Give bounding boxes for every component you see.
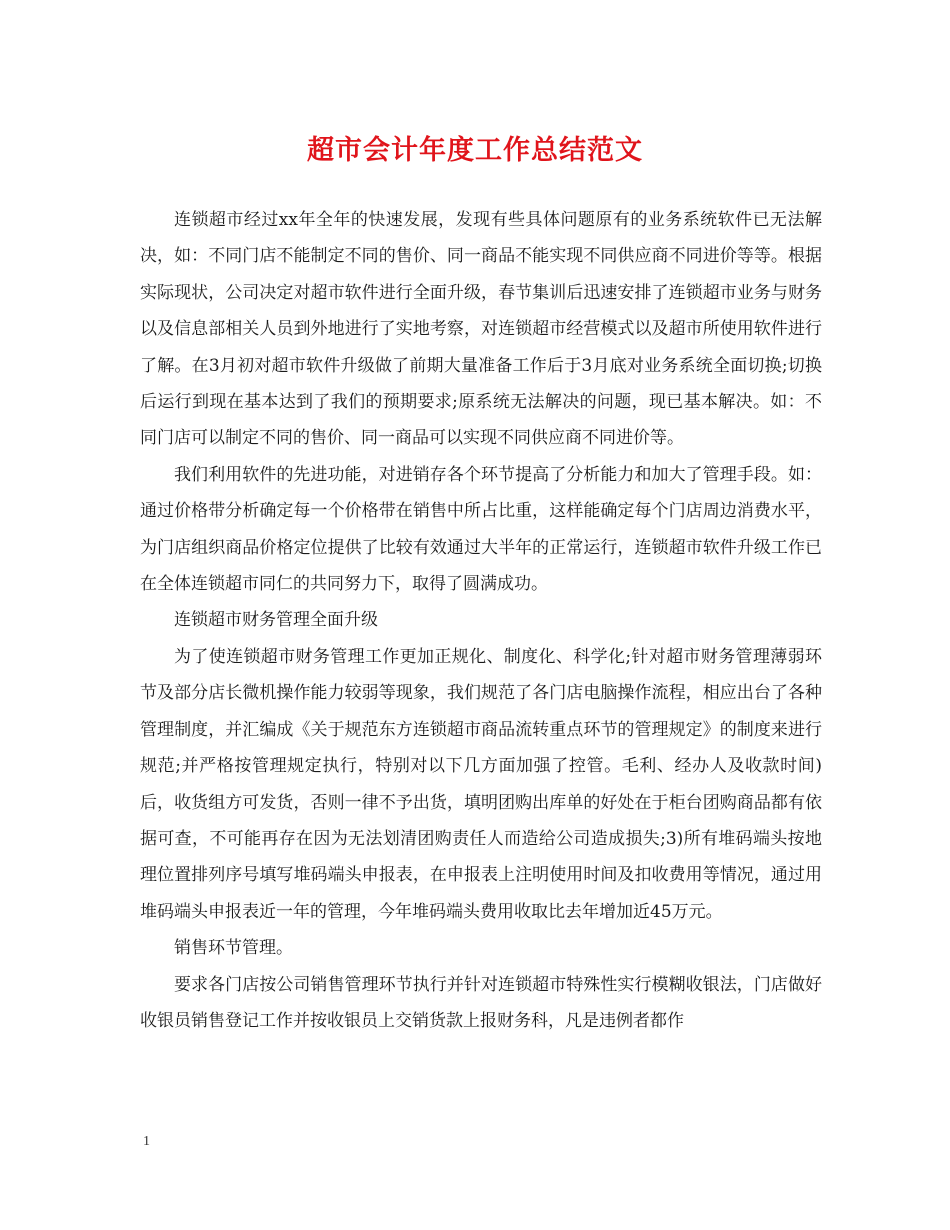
paragraph: 为了使连锁超市财务管理工作更加正规化、制度化、科学化;针对超市财务管理薄弱环节及部分店长微机操作能力较弱等现象，我们规范了各门店电脑操作流程，相应出台了各种管理制度，并汇编成《关于规范东方连锁超市商品流转重点环节的管理规定》的制度来进行规范;并严格按管理规定执行，特别对以下几方面加强了控管。毛利、经办人及收款时间)后，收货组方可发货，否则一律不予出货，填明团购出库单的好处在于柜台团购商品都有依据可查，不可能再存在因为无法划清团购责任人而造给公司造成损失;3)所有堆码端头按地理位置排列序号填写堆码端头申报表，在申报表上注明使用时间及扣收费用等情况，通过用堆码端头申报表近一年的管理，今年堆码端头费用收取比去年增加近45万元。: [140, 646, 822, 922]
section-heading: 连锁超市财务管理全面升级: [174, 610, 378, 631]
paragraph: 连锁超市经过xx年全年的快速发展，发现有些具体问题原有的业务系统软件已无法解决，如：不同门店不能制定不同的售价、同一商品不能实现不同供应商不同进价等等。根据实际现状，公司决定对超市软件进行全面升级，春节集训后迅速安排了连锁超市业务与财务以及信息部相关人员到外地进行了实地考察，对连锁超市经营模式以及超市所使用软件进行了解。在3月初对超市软件升级做了前期大量准备工作后于3月底对业务系统全面切换;切换后运行到现在基本达到了我们的预期要求;原系统无法解决的问题，现已基本解决。如：不同门店可以制定不同的售价、同一商品可以实现不同供应商不同进价等。: [140, 210, 822, 449]
document-body: [140, 202, 822, 1039]
section-heading: 销售环节管理。: [174, 938, 293, 959]
document-title: 超市会计年度工作总结范文: [307, 135, 643, 166]
page-number: 1: [143, 1134, 150, 1149]
paragraph: 我们利用软件的先进功能，对进销存各个环节提高了分析能力和加大了管理手段。如：通过价格带分析确定每一个价格带在销售中所占比重，这样能确定每个门店周边消费水平，为门店组织商品价格定位提供了比较有效通过大半年的正常运行，连锁超市软件升级工作已在全体连锁超市同仁的共同努力下，取得了圆满成功。: [140, 464, 822, 595]
paragraph: 要求各门店按公司销售管理环节执行并针对连锁超市特殊性实行模糊收银法，门店做好收银员销售登记工作并按收银员上交销货款上报财务科，凡是违例者都作: [140, 974, 822, 1031]
